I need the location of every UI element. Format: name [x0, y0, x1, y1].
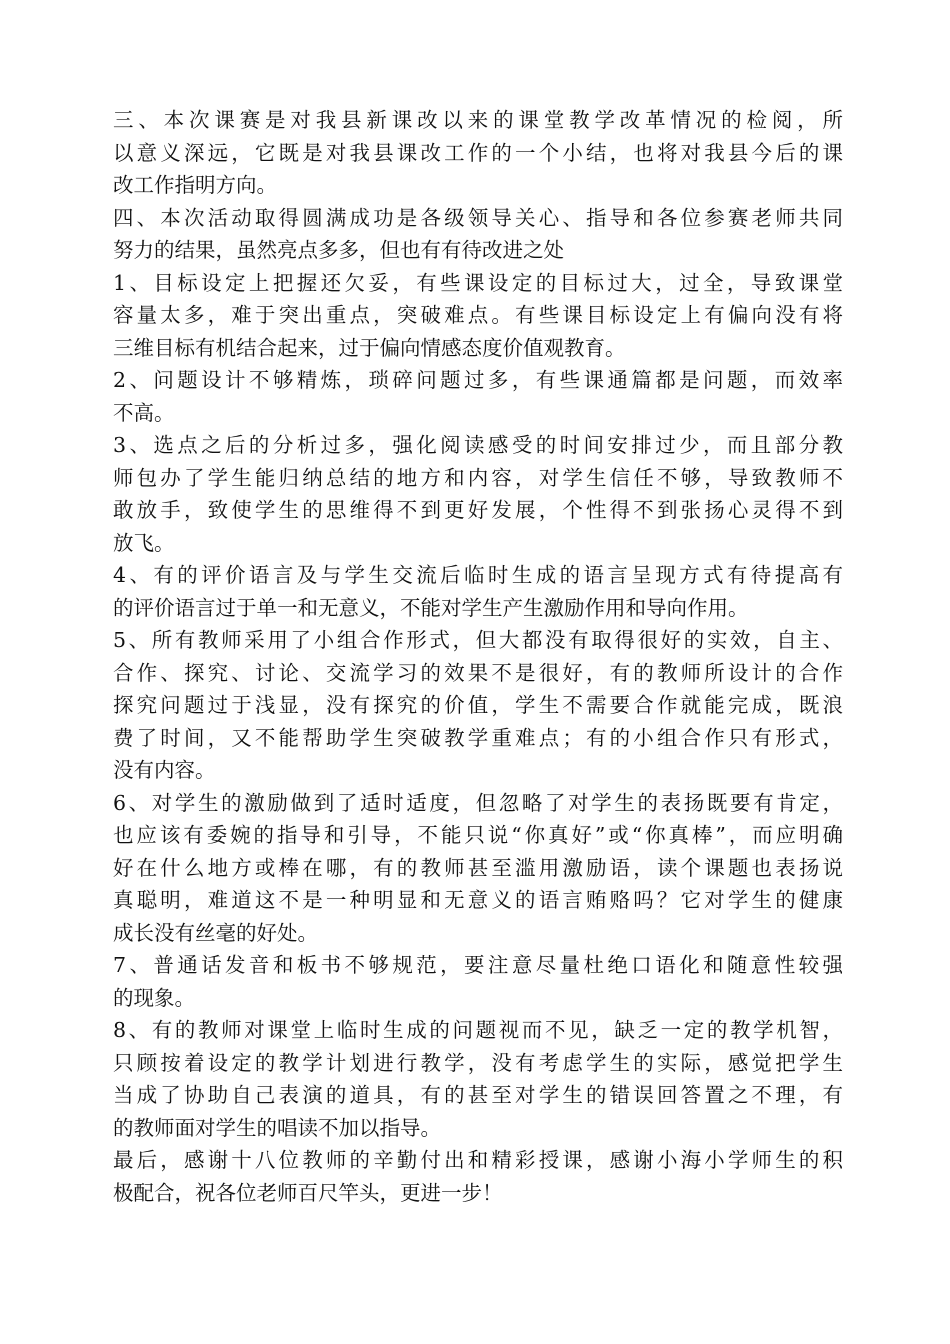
paragraph-item4 — [113, 559, 843, 624]
text-line: 的评价语言过于单一和无意义，不能对学生产生激励作用和导向作用。 — [113, 595, 749, 620]
text-line: 2、问题设计不够精炼，琐碎问题过多，有些课通篇都是问题，而效率 — [113, 368, 843, 392]
text-line: 最后，感谢十八位教师的辛勤付出和精彩授课，感谢小海小学师生的积 — [113, 1148, 843, 1172]
paragraph-item7 — [113, 949, 843, 1014]
text-line: 师包办了学生能归纳总结的地方和内容，对学生信任不够，导致教师不 — [113, 465, 843, 490]
text-line: 只顾按着设定的教学计划进行教学，没有考虑学生的实际，感觉把学生 — [113, 1050, 843, 1075]
text-line: 三、本次课赛是对我县新课改以来的课堂教学改革情况的检阅，所 — [113, 108, 843, 132]
document-body — [113, 104, 843, 1209]
document-page — [113, 104, 843, 1209]
paragraph-closing — [113, 1144, 843, 1209]
text-line: 三维目标有机结合起来，过于偏向情感态度价值观教育。 — [113, 335, 626, 360]
text-line: 1、目标设定上把握还欠妥，有些课设定的目标过大，过全，导致课堂 — [113, 270, 843, 295]
text-line: 6、对学生的激励做到了适时适度，但忽略了对学生的表扬既要有肯定， — [113, 790, 843, 815]
text-line: 费了时间，又不能帮助学生突破教学重难点；有的小组合作只有形式， — [113, 725, 843, 750]
text-line: 的现象。 — [113, 985, 195, 1010]
text-line: 没有内容。 — [113, 758, 216, 782]
text-line: 合作、探究、讨论、交流学习的效果不是很好，有的教师所设计的合作 — [113, 660, 843, 685]
text-line: 4、有的评价语言及与学生交流后临时生成的语言呈现方式有待提高有 — [113, 563, 843, 587]
paragraph-p4 — [113, 202, 843, 267]
text-line: 7、普通话发音和板书不够规范，要注意尽量杜绝口语化和随意性较强 — [113, 953, 843, 977]
text-line: 四、本次活动取得圆满成功是各级领导关心、指导和各位参赛老师共同 — [113, 205, 843, 230]
paragraph-item5 — [113, 624, 843, 787]
paragraph-item8 — [113, 1014, 843, 1144]
text-line: 敢放手，致使学生的思维得不到更好发展，个性得不到张扬心灵得不到 — [113, 498, 843, 522]
paragraph-item3 — [113, 429, 843, 559]
paragraph-p3 — [113, 104, 843, 202]
paragraph-item2 — [113, 364, 843, 429]
text-line: 探究问题过于浅显，没有探究的价值，学生不需要合作就能完成，既浪 — [113, 693, 843, 717]
text-line: 以意义深远，它既是对我县课改工作的一个小结，也将对我县今后的课 — [113, 140, 843, 165]
text-line: 8、有的教师对课堂上临时生成的问题视而不见，缺乏一定的教学机智， — [113, 1018, 843, 1042]
text-line: 努力的结果，虽然亮点多多，但也有有待改进之处 — [113, 238, 564, 262]
text-line: 放飞。 — [113, 530, 175, 555]
text-line: 当成了协助自己表演的道具，有的甚至对学生的错误回答置之不理，有 — [113, 1083, 843, 1107]
paragraph-item6 — [113, 787, 843, 950]
text-line: 3、选点之后的分析过多，强化阅读感受的时间安排过少，而且部分教 — [113, 433, 843, 457]
text-line: 不高。 — [113, 400, 175, 425]
text-line: 也应该有委婉的指导和引导，不能只说“你真好”或“你真棒”，而应明确 — [113, 823, 843, 847]
text-line: 的教师面对学生的唱读不加以指导。 — [113, 1115, 441, 1140]
text-line: 好在什么地方或棒在哪，有的教师甚至滥用激励语，读个课题也表扬说 — [113, 855, 843, 880]
text-line: 改工作指明方向。 — [113, 173, 277, 197]
text-line: 容量太多，难于突出重点，突破难点。有些课目标设定上有偏向没有将 — [113, 303, 843, 327]
text-line: 真聪明，难道这不是一种明显和无意义的语言贿赂吗？它对学生的健康 — [113, 888, 843, 912]
paragraph-item1 — [113, 267, 843, 365]
text-line: 成长没有丝毫的好处。 — [113, 920, 318, 945]
text-line: 5、所有教师采用了小组合作形式，但大都没有取得很好的实效，自主、 — [113, 628, 843, 652]
text-line: 极配合，祝各位老师百尺竿头，更进一步！ — [113, 1180, 503, 1205]
